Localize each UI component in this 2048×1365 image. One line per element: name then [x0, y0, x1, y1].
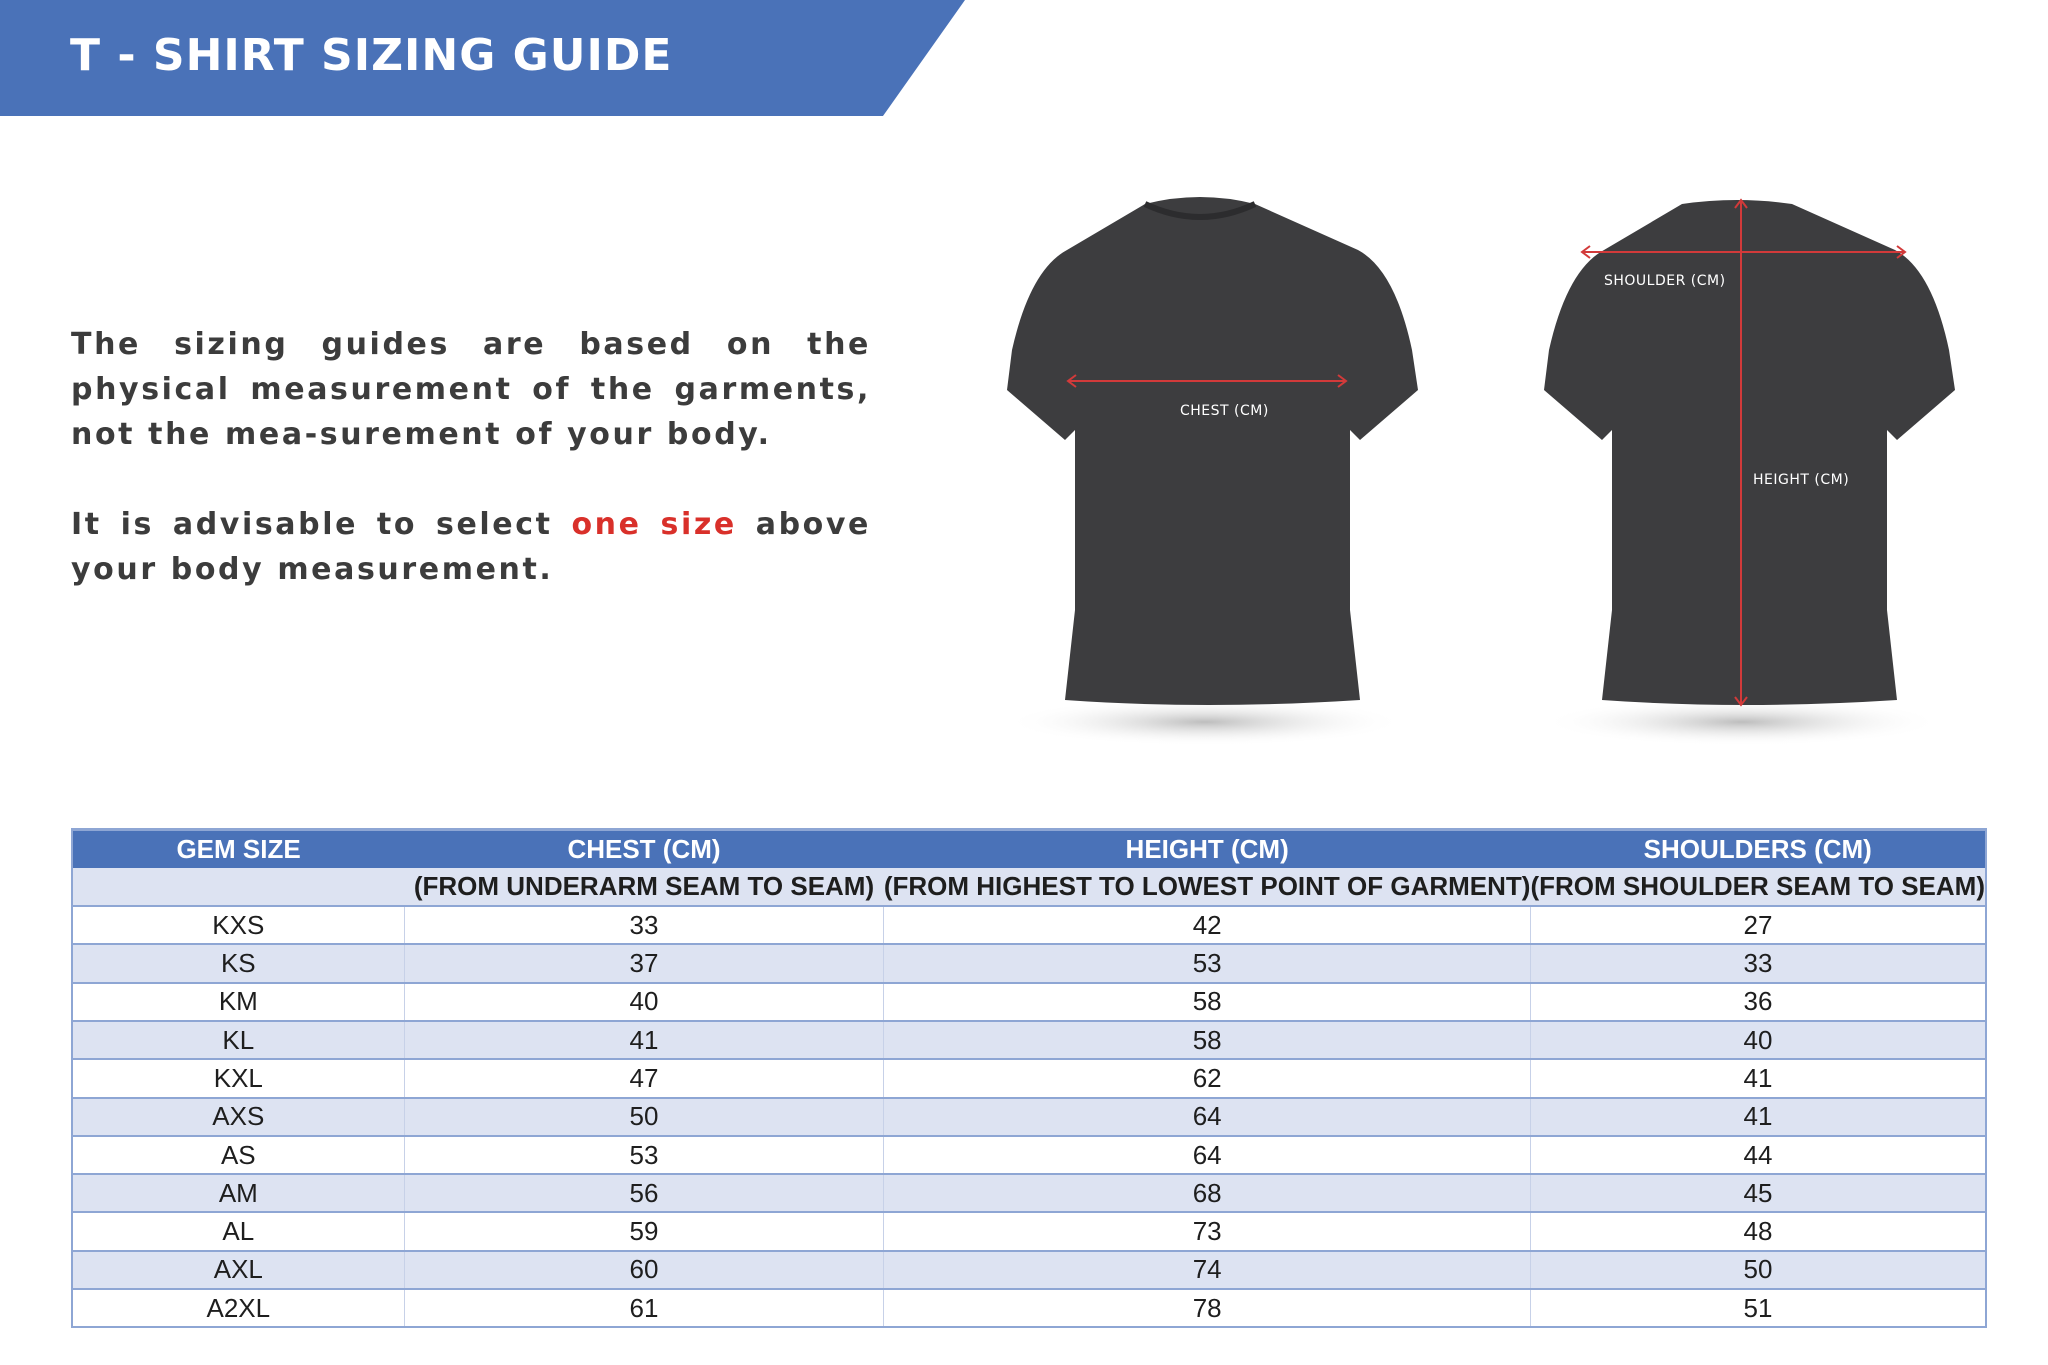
table-row: [72, 1059, 1986, 1097]
cell-shoulders: 44: [1530, 1136, 1986, 1174]
size-chart-table: [71, 828, 1987, 1328]
table-row: [72, 1174, 1986, 1212]
cell-shoulders: 50: [1530, 1251, 1986, 1289]
table-body: [72, 906, 1986, 1327]
cell-size: KL: [72, 1021, 404, 1059]
cell-height: 42: [884, 906, 1531, 944]
table-row: [72, 1251, 1986, 1289]
cell-height: 68: [884, 1174, 1531, 1212]
table-row: [72, 944, 1986, 982]
table-header-row: [72, 830, 1986, 868]
cell-chest: 41: [404, 1021, 884, 1059]
cell-shoulders: 41: [1530, 1098, 1986, 1136]
cell-chest: 61: [404, 1289, 884, 1327]
cell-shoulders: 45: [1530, 1174, 1986, 1212]
cell-chest: 33: [404, 906, 884, 944]
cell-size: AXS: [72, 1098, 404, 1136]
subheader-chest: (FROM UNDERARM SEAM TO SEAM): [404, 868, 884, 906]
cell-chest: 53: [404, 1136, 884, 1174]
cell-shoulders: 51: [1530, 1289, 1986, 1327]
tshirt-front-icon: [950, 190, 1450, 750]
cell-size: KXS: [72, 906, 404, 944]
cell-height: 64: [884, 1136, 1531, 1174]
tshirt-back-icon: [1487, 190, 1987, 750]
tshirt-back-illustration: [1487, 190, 1987, 750]
height-label: HEIGHT (CM): [1753, 472, 1850, 488]
cell-height: 78: [884, 1289, 1531, 1327]
header-chest: CHEST (CM): [404, 830, 884, 868]
table-row: [72, 1212, 1986, 1250]
page-title: T - SHIRT SIZING GUIDE: [70, 30, 673, 81]
cell-shoulders: 33: [1530, 944, 1986, 982]
cell-height: 74: [884, 1251, 1531, 1289]
cell-chest: 60: [404, 1251, 884, 1289]
table-row: [72, 1021, 1986, 1059]
table-subheader-row: [72, 868, 1986, 906]
cell-height: 58: [884, 1021, 1531, 1059]
cell-size: AXL: [72, 1251, 404, 1289]
table-row: [72, 1289, 1986, 1327]
cell-shoulders: 27: [1530, 906, 1986, 944]
cell-height: 58: [884, 983, 1531, 1021]
table-row: [72, 906, 1986, 944]
cell-size: KS: [72, 944, 404, 982]
subheader-shoulders: (FROM SHOULDER SEAM TO SEAM): [1530, 868, 1986, 906]
highlight-one-size: one size: [571, 507, 737, 542]
cell-chest: 37: [404, 944, 884, 982]
intro-text: [71, 322, 871, 637]
header-gem-size: GEM SIZE: [72, 830, 404, 868]
cell-shoulders: 40: [1530, 1021, 1986, 1059]
cell-size: KXL: [72, 1059, 404, 1097]
cell-size: AM: [72, 1174, 404, 1212]
cell-size: AL: [72, 1212, 404, 1250]
shoulder-label: SHOULDER (CM): [1604, 273, 1726, 289]
cell-chest: 59: [404, 1212, 884, 1250]
cell-size: AS: [72, 1136, 404, 1174]
intro-paragraph-2: It is advisable to select one size above your body measurement.: [71, 507, 871, 587]
table-row: [72, 1136, 1986, 1174]
cell-chest: 47: [404, 1059, 884, 1097]
cell-height: 73: [884, 1212, 1531, 1250]
cell-shoulders: 41: [1530, 1059, 1986, 1097]
table-row: [72, 983, 1986, 1021]
header-height: HEIGHT (CM): [884, 830, 1531, 868]
chest-label: CHEST (CM): [1180, 403, 1269, 419]
cell-chest: 50: [404, 1098, 884, 1136]
cell-height: 53: [884, 944, 1531, 982]
cell-chest: 56: [404, 1174, 884, 1212]
cell-size: KM: [72, 983, 404, 1021]
cell-shoulders: 48: [1530, 1212, 1986, 1250]
intro-paragraph-1: The sizing guides are based on the physical measurement of the garments, not the mea-surement of your body.: [71, 327, 871, 452]
cell-size: A2XL: [72, 1289, 404, 1327]
subheader-height: (FROM HIGHEST TO LOWEST POINT OF GARMENT): [884, 868, 1531, 906]
table-row: [72, 1098, 1986, 1136]
tshirt-front-illustration: [950, 190, 1450, 750]
cell-height: 64: [884, 1098, 1531, 1136]
cell-height: 62: [884, 1059, 1531, 1097]
cell-chest: 40: [404, 983, 884, 1021]
header-shoulders: SHOULDERS (CM): [1530, 830, 1986, 868]
subheader-gem-size: [72, 868, 404, 906]
cell-shoulders: 36: [1530, 983, 1986, 1021]
